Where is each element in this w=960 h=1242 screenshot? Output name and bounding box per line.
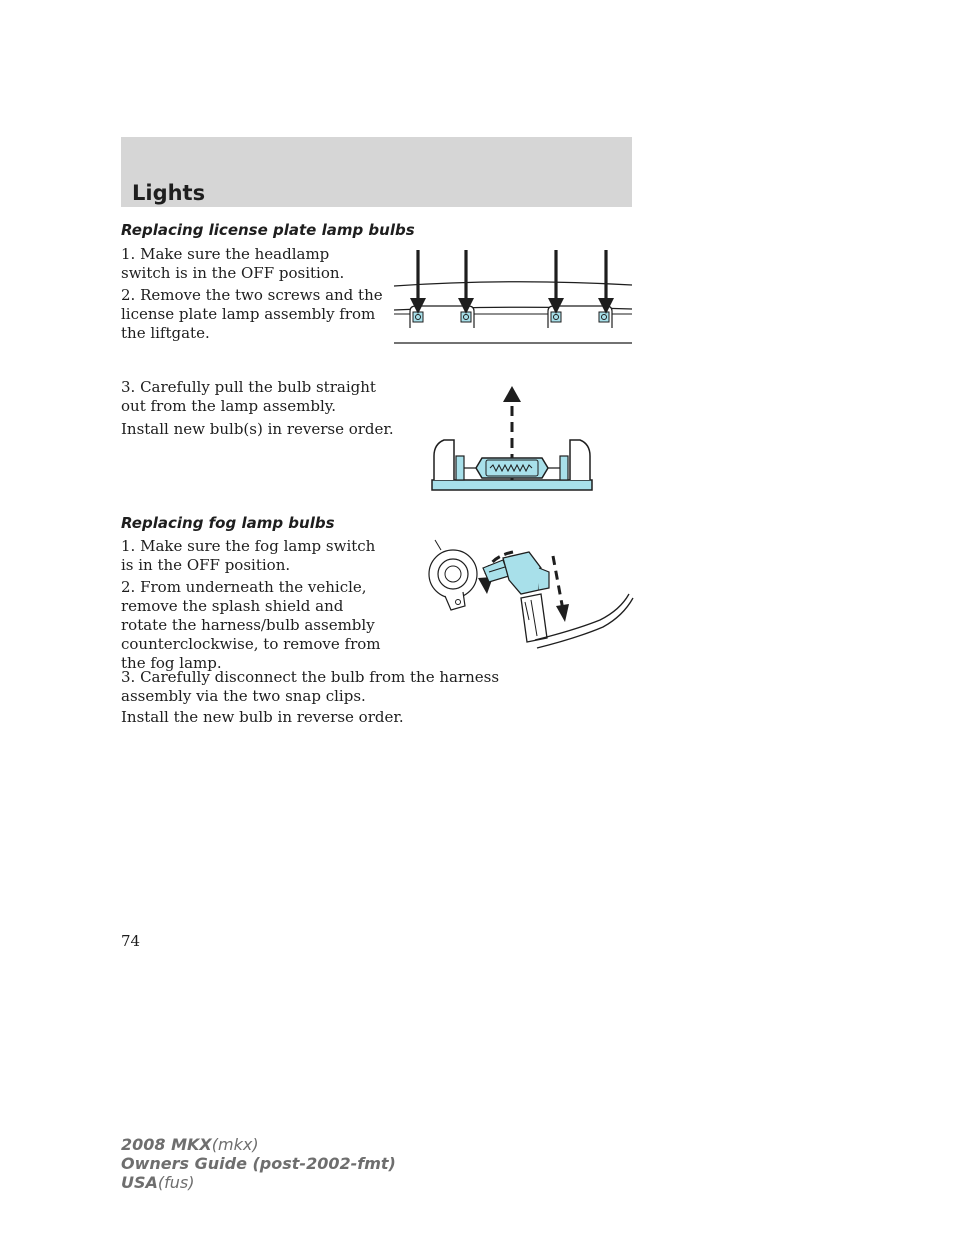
license-step-2: 2. Remove the two screws and the license plate lamp assembly from the liftgate.: [121, 286, 383, 342]
footer-guide: Owners Guide (post-2002-fmt): [121, 1154, 396, 1173]
footer-model-code: (mkx): [211, 1135, 259, 1154]
footer-model: 2008 MKX: [121, 1135, 212, 1154]
fog-step-2: 2. From underneath the vehicle, remove the splash shield and rotate the harness/bulb assembly counterclockwise, to remove from the fog lamp.: [121, 578, 381, 672]
footer-market-code: (fus): [157, 1173, 195, 1192]
license-install-note: Install new bulb(s) in reverse order.: [121, 420, 394, 438]
document-footer: [121, 1135, 396, 1192]
license-step-3: 3. Carefully pull the bulb straight out from the lamp assembly.: [121, 378, 376, 415]
section-title: Lights: [132, 181, 206, 205]
liftgate-screws-diagram: [390, 248, 635, 348]
page-number: 74: [121, 932, 141, 950]
fog-lamp-heading: Replacing fog lamp bulbs: [121, 514, 335, 532]
fog-step-3: 3. Carefully disconnect the bulb from the harness assembly via the two snap clips.: [121, 668, 500, 705]
fog-lamp-bulb-diagram: [425, 534, 635, 660]
footer-market: USA: [121, 1173, 158, 1192]
license-step-1: 1. Make sure the headlamp switch is in the OFF position.: [121, 245, 345, 282]
fog-step-1: 1. Make sure the fog lamp switch is in the OFF position.: [121, 537, 376, 574]
license-lamp-bulb-diagram: [428, 382, 598, 494]
license-plate-heading: Replacing license plate lamp bulbs: [121, 221, 415, 239]
section-header-band: [121, 137, 632, 207]
fog-install-note: Install the new bulb in reverse order.: [121, 708, 404, 726]
